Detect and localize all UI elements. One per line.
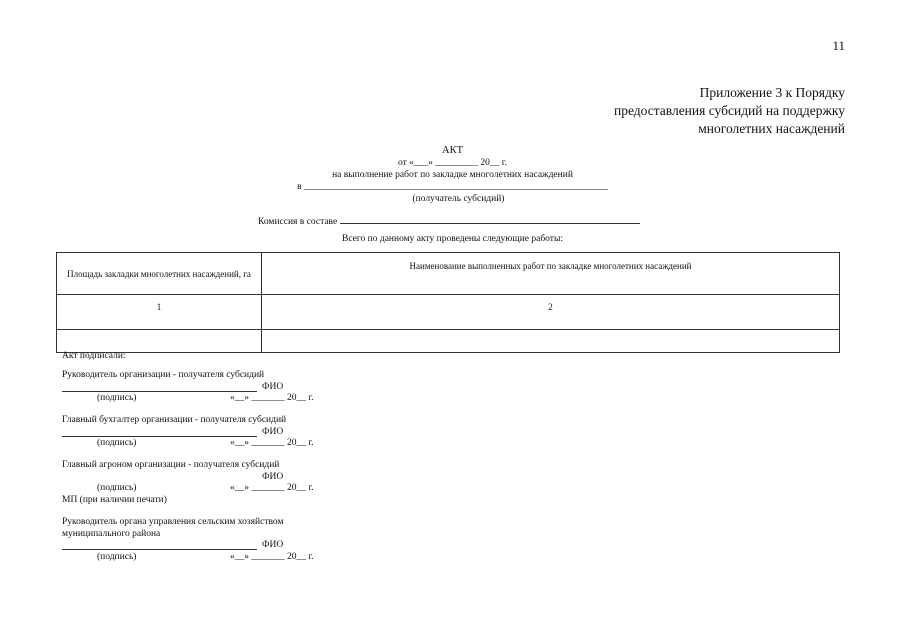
fio-label: ФИО bbox=[262, 471, 284, 482]
header-works-name: Наименование выполненных работ по закладке многолетних насаждений bbox=[262, 253, 840, 295]
stamp-note: МП (при наличии печати) bbox=[62, 494, 167, 505]
signature-date: «__» _______ 20__ г. bbox=[230, 483, 314, 493]
table-column-number-row bbox=[57, 295, 840, 330]
recipient-caption: (получатель субсидий) bbox=[412, 194, 505, 204]
signature-line bbox=[62, 391, 257, 392]
header-area: Площадь закладки многолетних насаждений, га bbox=[57, 253, 262, 295]
fio-label: ФИО bbox=[262, 540, 284, 550]
signatory-title: Руководитель организации - получателя субсидий bbox=[62, 370, 265, 380]
signature-caption: (подпись) bbox=[97, 551, 137, 562]
signature-caption: (подпись) bbox=[97, 483, 137, 493]
commission-fill-line bbox=[340, 214, 640, 224]
signature-line bbox=[62, 549, 257, 550]
signature-block-head bbox=[62, 370, 342, 405]
signature-date: «__» _______ 20__ г. bbox=[230, 438, 314, 448]
signed-by-label: Акт подписали: bbox=[62, 351, 126, 361]
column-number-1: 1 bbox=[57, 295, 262, 330]
appendix-line-1: Приложение 3 к Порядку bbox=[699, 85, 845, 100]
table-cell-works[interactable] bbox=[262, 330, 840, 353]
appendix-header bbox=[614, 84, 845, 138]
act-subject-line: на выполнение работ по закладке многолетних насаждений bbox=[332, 170, 573, 180]
appendix-line-3: многолетних насаждений bbox=[698, 121, 845, 136]
commission-label: Комиссия в составе bbox=[258, 217, 338, 227]
signatory-title: Главный агроном организации - получателя субсидий bbox=[62, 460, 280, 470]
table-row bbox=[57, 330, 840, 353]
signature-date: «__» _______ 20__ г. bbox=[230, 551, 314, 562]
signature-block-accountant bbox=[62, 415, 342, 450]
signature-line bbox=[62, 436, 257, 437]
signatory-title: Руководитель органа управления сельским хозяйством bbox=[62, 517, 284, 527]
act-recipient-line: в ________________________________________________________________ bbox=[297, 182, 608, 192]
signature-block-agriculture-head bbox=[62, 517, 342, 563]
appendix-line-2: предоставления субсидий на поддержку bbox=[613, 103, 845, 118]
commission-line bbox=[258, 214, 640, 227]
signatory-title-cont: муниципального района bbox=[62, 528, 161, 539]
works-table bbox=[56, 252, 840, 353]
act-date-line: от «___» _________ 20__ г. bbox=[398, 158, 507, 168]
signature-block-agronomist bbox=[62, 460, 342, 506]
signature-caption: (подпись) bbox=[97, 393, 137, 403]
fio-label: ФИО bbox=[262, 426, 284, 437]
act-title: АКТ bbox=[442, 145, 463, 156]
table-cell-area[interactable] bbox=[57, 330, 262, 353]
act-heading bbox=[0, 145, 905, 205]
signature-caption: (подпись) bbox=[97, 438, 137, 448]
signatory-title: Главный бухгалтер организации - получателя субсидий bbox=[62, 415, 287, 425]
table-header-row bbox=[57, 253, 840, 295]
total-works-text: Всего по данному акту проведены следующие работы: bbox=[342, 234, 563, 244]
page-number: 11 bbox=[832, 38, 845, 53]
column-number-2: 2 bbox=[262, 295, 840, 330]
fio-label: ФИО bbox=[262, 381, 284, 392]
signature-date: «__» _______ 20__ г. bbox=[230, 393, 314, 403]
